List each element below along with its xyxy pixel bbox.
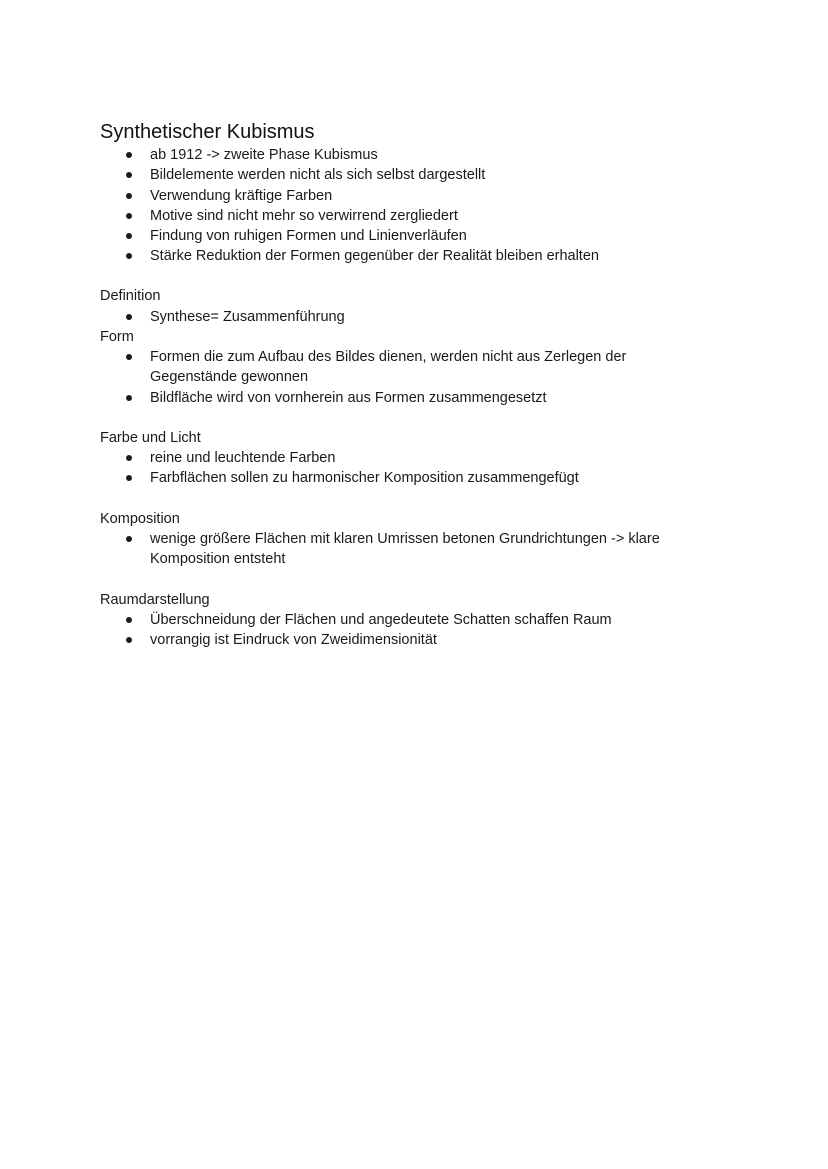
section-heading-definition: Definition — [100, 288, 161, 304]
bullet-icon — [126, 193, 132, 199]
section-heading-form: Form — [100, 329, 134, 345]
form-list — [0, 347, 710, 408]
list-item: Formen die zum Aufbau des Bildes dienen, werden nicht aus Zerlegen der Gegenstände gewonnen — [0, 347, 710, 388]
list-item: Motive sind nicht mehr so verwirrend zergliedert — [0, 206, 710, 226]
bullet-icon — [126, 233, 132, 239]
list-item: Findung von ruhigen Formen und Linienverläufen — [0, 226, 710, 246]
komposition-list — [0, 529, 710, 570]
list-item: Synthese= Zusammenführung — [0, 307, 710, 327]
bullet-icon — [126, 314, 132, 320]
document-title: Synthetischer Kubismus — [100, 121, 315, 143]
definition-list — [0, 307, 710, 327]
list-item: wenige größere Flächen mit klaren Umrissen betonen Grundrichtungen -> klare Komposition entsteht — [0, 529, 710, 570]
bullet-icon — [126, 617, 132, 623]
raum-list — [0, 610, 710, 651]
farbe-list — [0, 448, 710, 489]
bullet-icon — [126, 536, 132, 542]
bullet-icon — [126, 213, 132, 219]
intro-list — [0, 145, 710, 267]
section-heading-raumdarstellung: Raumdarstellung — [100, 592, 210, 608]
bullet-icon — [126, 455, 132, 461]
list-item: Verwendung kräftige Farben — [0, 186, 710, 206]
bullet-icon — [126, 395, 132, 401]
list-item: ab 1912 -> zweite Phase Kubismus — [0, 145, 710, 165]
bullet-icon — [126, 172, 132, 178]
section-heading-komposition: Komposition — [100, 511, 180, 527]
section-heading-farbe-und-licht: Farbe und Licht — [100, 430, 201, 446]
list-item: Farbflächen sollen zu harmonischer Komposition zusammengefügt — [0, 468, 710, 488]
bullet-icon — [126, 354, 132, 360]
bullet-icon — [126, 475, 132, 481]
list-item: Stärke Reduktion der Formen gegenüber der Realität bleiben erhalten — [0, 246, 710, 266]
list-item: Bildfläche wird von vornherein aus Formen zusammengesetzt — [0, 388, 710, 408]
list-item: Überschneidung der Flächen und angedeutete Schatten schaffen Raum — [0, 610, 710, 630]
bullet-icon — [126, 253, 132, 259]
list-item: Bildelemente werden nicht als sich selbst dargestellt — [0, 165, 710, 185]
list-item: vorrangig ist Eindruck von Zweidimensionität — [0, 630, 710, 650]
bullet-icon — [126, 637, 132, 643]
list-item: reine und leuchtende Farben — [0, 448, 710, 468]
bullet-icon — [126, 152, 132, 158]
